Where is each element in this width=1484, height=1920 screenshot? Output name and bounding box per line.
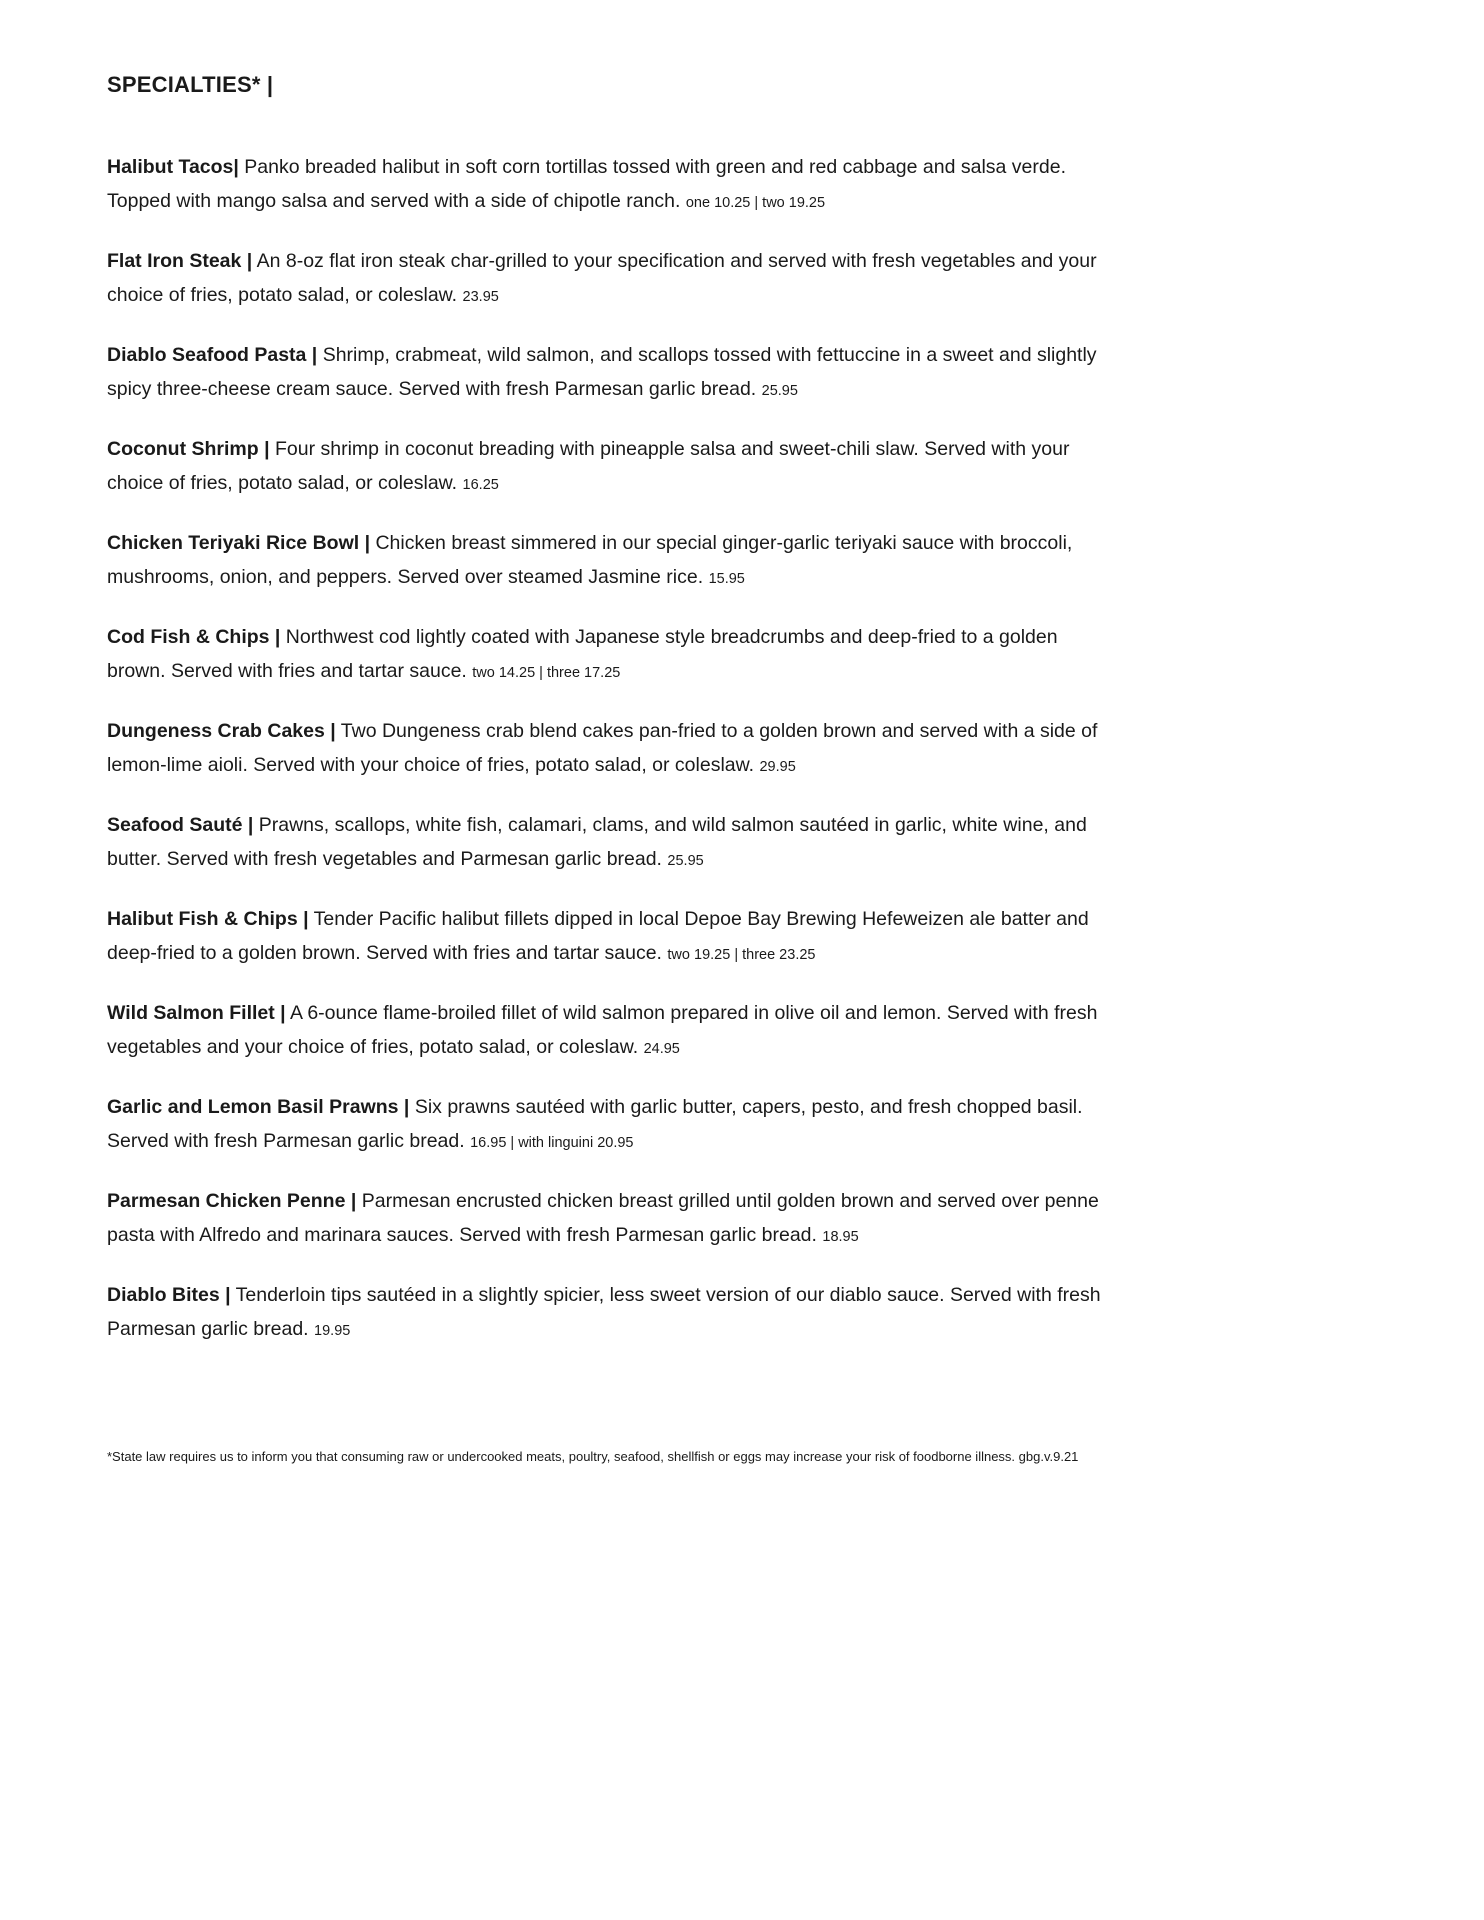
item-price: 16.25 (462, 477, 499, 493)
item-description: Six prawns sautéed with garlic butter, capers, pesto, and fresh chopped basil. Served with fresh Parmesan garlic bread. (107, 1096, 1083, 1152)
item-description: Prawns, scallops, white fish, calamari, clams, and wild salmon sautéed in garlic, white wine, and butter. Served with fresh vegetables and Parmesan garlic bread. (107, 814, 1087, 870)
menu-item-text (107, 620, 1104, 690)
item-price: 15.95 (708, 571, 745, 587)
menu-item-text (107, 808, 1104, 878)
item-price: 25.95 (667, 853, 704, 869)
menu-item (107, 902, 1104, 972)
item-price: 29.95 (759, 759, 796, 775)
item-price: 23.95 (462, 289, 499, 305)
menu-item (107, 526, 1104, 596)
item-description: Tender Pacific halibut fillets dipped in local Depoe Bay Brewing Hefeweizen ale batter and deep-fried to a golden brown. Served with fries and tartar sauce. (107, 908, 1089, 964)
item-name: Cod Fish & Chips | (107, 626, 281, 648)
menu-item (107, 714, 1104, 784)
item-description: Two Dungeness crab blend cakes pan-fried to a golden brown and served with a side of lemon-lime aioli. Served with your choice of fries, potato salad, or coleslaw. (107, 720, 1098, 776)
item-description: Tenderloin tips sautéed in a slightly spicier, less sweet version of our diablo sauce. Served with fresh Parmesan garlic bread. (107, 1284, 1101, 1340)
menu-item (107, 432, 1104, 502)
item-description: An 8-oz flat iron steak char-grilled to your specification and served with fresh vegetables and your choice of fries, potato salad, or coleslaw. (107, 250, 1097, 306)
item-price: 19.95 (314, 1323, 351, 1339)
item-description: A 6-ounce flame-broiled fillet of wild salmon prepared in olive oil and lemon. Served with fresh vegetables and your choice of fries, potato salad, or coleslaw. (107, 1002, 1098, 1058)
menu-item (107, 1090, 1104, 1160)
item-description: Chicken breast simmered in our special ginger-garlic teriyaki sauce with broccoli, mushrooms, onion, and peppers. Served over steamed Jasmine rice. (107, 532, 1073, 588)
item-name: Halibut Fish & Chips | (107, 908, 309, 930)
menu-item-text (107, 996, 1104, 1066)
menu-item-text (107, 150, 1104, 220)
menu-item-text (107, 1184, 1104, 1254)
menu-list (107, 150, 1104, 1348)
item-description: Parmesan encrusted chicken breast grilled until golden brown and served over penne pasta with Alfredo and marinara sauces. Served with fresh Parmesan garlic bread. (107, 1190, 1099, 1246)
menu-item-text (107, 1090, 1104, 1160)
item-price: two 19.25 | three 23.25 (667, 947, 816, 963)
item-name: Dungeness Crab Cakes | (107, 720, 336, 742)
menu-item-text (107, 526, 1104, 596)
item-name: Halibut Tacos| (107, 156, 239, 178)
item-name: Chicken Teriyaki Rice Bowl | (107, 532, 371, 554)
menu-item (107, 1184, 1104, 1254)
item-description: Four shrimp in coconut breading with pineapple salsa and sweet-chili slaw. Served with your choice of fries, potato salad, or coleslaw. (107, 438, 1070, 494)
menu-item (107, 1278, 1104, 1348)
menu-item (107, 808, 1104, 878)
menu-item-text (107, 432, 1104, 502)
item-price: 18.95 (822, 1229, 859, 1245)
item-name: Flat Iron Steak | (107, 250, 253, 272)
item-name: Coconut Shrimp | (107, 438, 270, 460)
item-description: Panko breaded halibut in soft corn tortillas tossed with green and red cabbage and salsa verde. Topped with mango salsa and served with a side of chipotle ranch. (107, 156, 1066, 212)
item-name: Diablo Bites | (107, 1284, 231, 1306)
menu-item-text (107, 338, 1104, 408)
item-price: 25.95 (761, 383, 798, 399)
item-name: Parmesan Chicken Penne | (107, 1190, 357, 1212)
menu-item-text (107, 244, 1104, 314)
item-description: Northwest cod lightly coated with Japanese style breadcrumbs and deep-fried to a golden brown. Served with fries and tartar sauce. (107, 626, 1058, 682)
item-name: Seafood Sauté | (107, 814, 254, 836)
menu-item-text (107, 1278, 1104, 1348)
menu-item-text (107, 714, 1104, 784)
item-description: Shrimp, crabmeat, wild salmon, and scallops tossed with fettuccine in a sweet and slightly spicy three-cheese cream sauce. Served with fresh Parmesan garlic bread. (107, 344, 1097, 400)
item-price: one 10.25 | two 19.25 (685, 195, 826, 211)
menu-item (107, 338, 1104, 408)
item-price: two 14.25 | three 17.25 (472, 665, 621, 681)
item-name: Diablo Seafood Pasta | (107, 344, 318, 366)
menu-item-text (107, 902, 1104, 972)
item-price: 24.95 (643, 1041, 680, 1057)
menu-item (107, 150, 1104, 220)
page-title: SPECIALTIES* | (107, 72, 274, 97)
menu-item (107, 996, 1104, 1066)
item-price: 16.95 | with linguini 20.95 (470, 1135, 634, 1151)
footnote: *State law requires us to inform you that consuming raw or undercooked meats, poultry, seafood, shellfish or eggs may increase your risk of foodborne illness. gbg.v.9.21 (107, 1449, 1079, 1464)
menu-item (107, 244, 1104, 314)
menu-item (107, 620, 1104, 690)
item-name: Wild Salmon Fillet | (107, 1002, 286, 1024)
item-name: Garlic and Lemon Basil Prawns | (107, 1096, 410, 1118)
